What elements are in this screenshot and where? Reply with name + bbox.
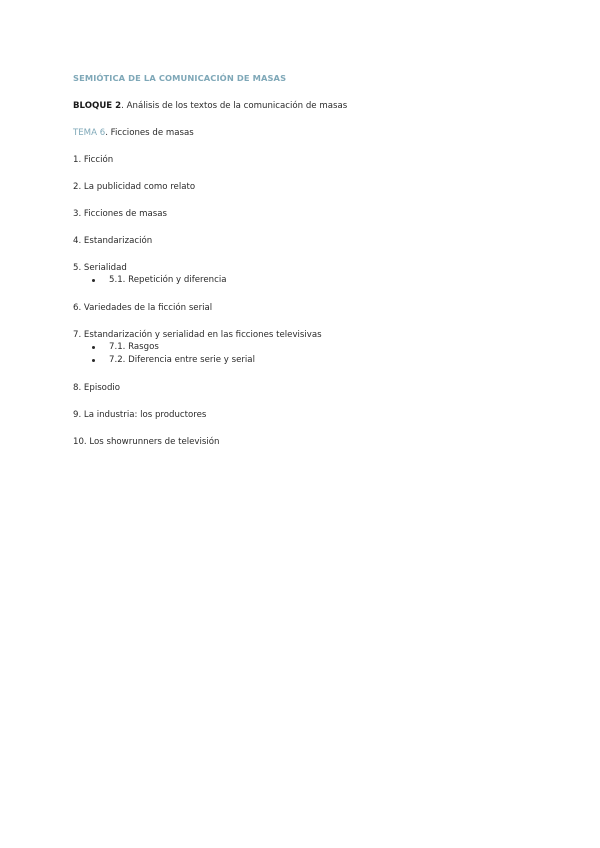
course-title: SEMIÓTICA DE LA COMUNICACIÓN DE MASAS xyxy=(73,73,287,83)
outline-item xyxy=(73,302,533,314)
outline-item-text: 3. Ficciones de masas xyxy=(73,209,168,219)
outline-subitem xyxy=(73,274,533,287)
outline-item xyxy=(73,235,533,247)
outline-item-text: 5. Serialidad xyxy=(73,263,127,273)
outline-item-text: 1. Ficción xyxy=(73,155,114,165)
outline-subitem-text: 5.1. Repetición y diferencia xyxy=(109,275,227,285)
outline-subitem xyxy=(73,341,533,354)
topic-label: TEMA 6 xyxy=(73,128,106,138)
bullet-icon xyxy=(92,359,95,362)
outline-item xyxy=(73,154,533,166)
bullet-icon xyxy=(92,346,95,349)
outline-sublist xyxy=(73,274,533,287)
outline-item-text: 10. Los showrunners de televisión xyxy=(73,437,220,447)
outline-item-text: 8. Episodio xyxy=(73,383,121,393)
outline-item-text: 4. Estandarización xyxy=(73,236,153,246)
outline-item-text: 9. La industria: los productores xyxy=(73,410,207,420)
topic-outline xyxy=(73,154,533,448)
topic-heading xyxy=(73,127,533,139)
outline-sublist xyxy=(73,341,533,367)
outline-item xyxy=(73,181,533,193)
block-text: . Análisis de los textos de la comunicación de masas xyxy=(121,101,348,111)
outline-subitem xyxy=(73,354,533,367)
outline-item xyxy=(73,436,533,448)
topic-text: . Ficciones de masas xyxy=(105,128,194,138)
outline-item xyxy=(73,208,533,220)
outline-subitem-text: 7.2. Diferencia entre serie y serial xyxy=(109,355,255,365)
outline-item xyxy=(73,329,533,367)
outline-item-text: 6. Variedades de la ficción serial xyxy=(73,303,213,313)
outline-item xyxy=(73,409,533,421)
block-heading xyxy=(73,100,533,112)
outline-item-text: 2. La publicidad como relato xyxy=(73,182,196,192)
outline-subitem-text: 7.1. Rasgos xyxy=(109,342,159,352)
outline-item xyxy=(73,262,533,287)
document-body xyxy=(73,72,533,463)
outline-item xyxy=(73,382,533,394)
block-label: BLOQUE 2 xyxy=(73,101,122,111)
outline-item-text: 7. Estandarización y serialidad en las ficciones televisivas xyxy=(73,330,322,340)
bullet-icon xyxy=(92,279,95,282)
